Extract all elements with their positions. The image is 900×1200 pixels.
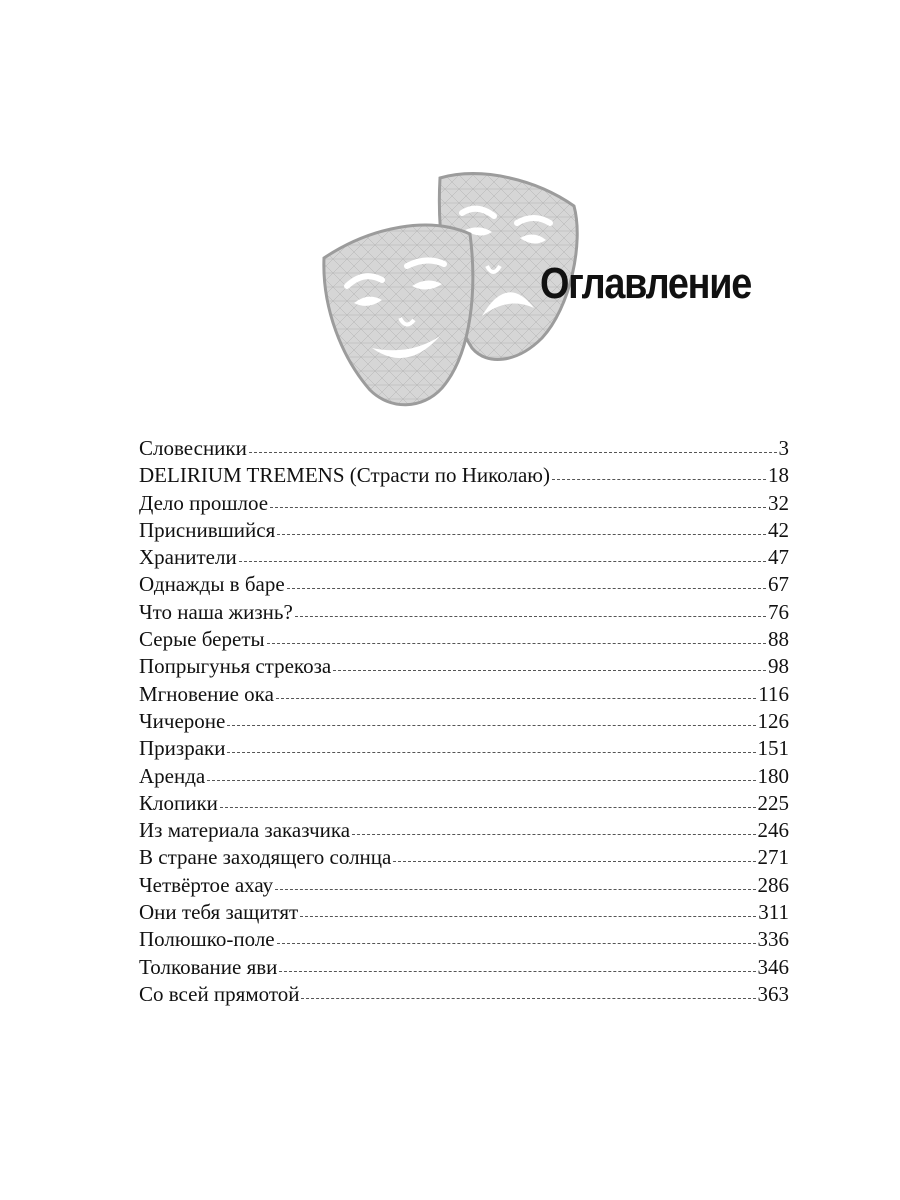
toc-entry[interactable] bbox=[139, 708, 789, 735]
toc-entry[interactable] bbox=[139, 981, 789, 1008]
toc-entry-page-number: 126 bbox=[757, 708, 789, 733]
toc-entry-title: Клопики bbox=[139, 790, 218, 815]
dot-leader bbox=[277, 533, 766, 535]
toc-entry-title: Словесники bbox=[139, 436, 247, 460]
toc-entry-page-number: 88 bbox=[768, 627, 789, 652]
toc-entry-title: Четвёртое ахау bbox=[139, 872, 274, 897]
dot-leader bbox=[301, 997, 755, 999]
toc-entry-page-number: 246 bbox=[757, 818, 789, 843]
dot-leader bbox=[552, 478, 766, 480]
toc-entry-page-number: 336 bbox=[757, 927, 789, 952]
toc-entry[interactable] bbox=[139, 681, 789, 708]
toc-entry-title: Попрыгунья стрекоза bbox=[139, 654, 332, 679]
toc-entry[interactable] bbox=[139, 899, 789, 926]
dot-leader bbox=[393, 860, 755, 862]
toc-entry-page-number: 346 bbox=[757, 954, 789, 979]
dot-leader bbox=[249, 451, 777, 453]
toc-entry-page-number: 32 bbox=[768, 490, 789, 515]
table-of-contents bbox=[139, 435, 789, 1008]
toc-entry[interactable] bbox=[139, 571, 789, 598]
toc-entry-title: Серые береты bbox=[139, 627, 265, 652]
toc-entry-title: DELIRIUM TREMENS (Страсти по Николаю) bbox=[139, 463, 550, 488]
toc-entry[interactable] bbox=[139, 954, 789, 981]
toc-entry-title: Что наша жизнь? bbox=[139, 599, 293, 624]
toc-entry-title: Из материала заказчика bbox=[139, 818, 351, 843]
toc-entry-page-number: 180 bbox=[757, 763, 789, 788]
toc-entry[interactable] bbox=[139, 763, 789, 790]
dot-leader bbox=[267, 642, 766, 644]
dot-leader bbox=[295, 615, 766, 617]
toc-entry[interactable] bbox=[139, 544, 789, 571]
toc-entry-page-number: 271 bbox=[757, 845, 789, 870]
toc-entry-page-number: 363 bbox=[757, 981, 789, 1006]
toc-entry-page-number: 3 bbox=[778, 436, 789, 460]
toc-entry-title: Однажды в баре bbox=[139, 572, 285, 597]
toc-entry-page-number: 47 bbox=[768, 545, 789, 570]
dot-leader bbox=[239, 560, 766, 562]
dot-leader bbox=[227, 724, 755, 726]
toc-entry-title: Толкование яви bbox=[139, 954, 278, 979]
toc-entry-title: Приснившийся bbox=[139, 517, 276, 542]
dot-leader bbox=[277, 942, 756, 944]
dot-leader bbox=[207, 779, 755, 781]
toc-entry-page-number: 98 bbox=[768, 654, 789, 679]
happy-mask-icon bbox=[324, 225, 473, 405]
dot-leader bbox=[279, 970, 755, 972]
toc-entry[interactable] bbox=[139, 626, 789, 653]
toc-entry-title: Призраки bbox=[139, 736, 226, 761]
dot-leader bbox=[220, 806, 756, 808]
dot-leader bbox=[270, 506, 766, 508]
toc-entry-title: Хранители bbox=[139, 545, 237, 570]
toc-entry-title: Чичероне bbox=[139, 708, 226, 733]
toc-entry-title: Со всей прямотой bbox=[139, 981, 300, 1006]
toc-entry[interactable] bbox=[139, 817, 789, 844]
toc-entry[interactable] bbox=[139, 435, 789, 462]
toc-entry-title: Мгновение ока bbox=[139, 681, 274, 706]
toc-entry-title: Аренда bbox=[139, 763, 206, 788]
toc-entry-page-number: 18 bbox=[768, 463, 789, 488]
dot-leader bbox=[333, 669, 766, 671]
toc-entry-page-number: 225 bbox=[757, 790, 789, 815]
toc-entry-title: Дело прошлое bbox=[139, 490, 269, 515]
toc-entry-title: В стране заходящего солнца bbox=[139, 845, 392, 870]
toc-entry-title: Они тебя защитят bbox=[139, 900, 299, 925]
toc-entry-page-number: 67 bbox=[768, 572, 789, 597]
toc-entry[interactable] bbox=[139, 926, 789, 953]
dot-leader bbox=[300, 915, 756, 917]
toc-entry-page-number: 116 bbox=[758, 681, 789, 706]
toc-entry[interactable] bbox=[139, 517, 789, 544]
dot-leader bbox=[287, 587, 766, 589]
toc-entry-page-number: 311 bbox=[758, 900, 789, 925]
toc-entry-page-number: 76 bbox=[768, 599, 789, 624]
toc-entry[interactable] bbox=[139, 490, 789, 517]
dot-leader bbox=[352, 833, 755, 835]
dot-leader bbox=[275, 888, 755, 890]
toc-entry[interactable] bbox=[139, 735, 789, 762]
toc-entry[interactable] bbox=[139, 844, 789, 871]
toc-entry[interactable] bbox=[139, 790, 789, 817]
toc-entry[interactable] bbox=[139, 872, 789, 899]
toc-entry[interactable] bbox=[139, 653, 789, 680]
toc-entry[interactable] bbox=[139, 599, 789, 626]
toc-entry-page-number: 286 bbox=[757, 872, 789, 897]
toc-entry-page-number: 42 bbox=[768, 517, 789, 542]
toc-entry[interactable] bbox=[139, 462, 789, 489]
toc-entry-page-number: 151 bbox=[757, 736, 789, 761]
page-title: Оглавление bbox=[540, 259, 751, 308]
dot-leader bbox=[227, 751, 755, 753]
dot-leader bbox=[276, 697, 756, 699]
toc-entry-title: Полюшко-поле bbox=[139, 927, 275, 952]
